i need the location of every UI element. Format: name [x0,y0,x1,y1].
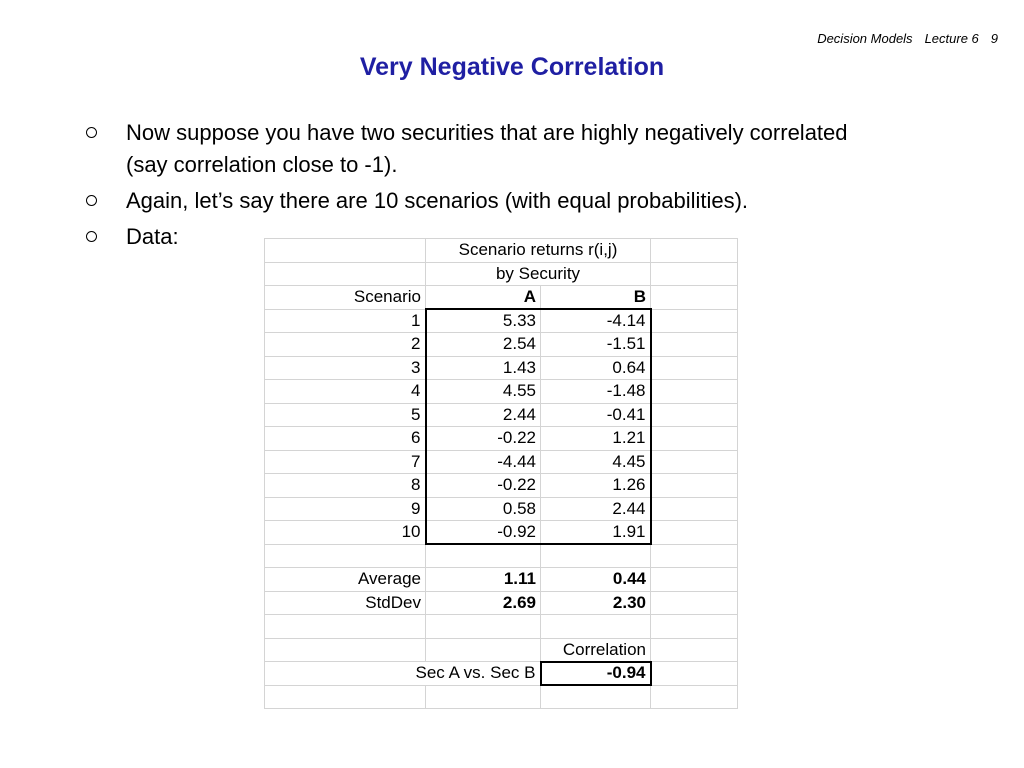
empty-cell [426,615,541,639]
empty-cell [651,638,738,662]
page-number: 9 [990,31,998,46]
empty-cell [541,615,651,639]
bullet-item [86,185,886,217]
stddev-label: StdDev [265,591,426,615]
bullet-circle-icon [86,127,97,138]
empty-cell [651,544,738,568]
empty-cell [651,685,738,709]
scenario-cell: 2 [265,333,426,357]
table-row [265,333,738,357]
return-a-cell: -0.22 [426,427,541,451]
correlation-row [265,662,738,686]
slide-header [817,31,998,46]
return-a-cell: -0.92 [426,521,541,545]
empty-cell [265,544,426,568]
empty-cell [651,356,738,380]
return-a-cell: 0.58 [426,497,541,521]
empty-cell [651,403,738,427]
scenario-column-header: Scenario [265,286,426,310]
return-b-cell: 2.44 [541,497,651,521]
return-a-cell: 2.54 [426,333,541,357]
empty-cell [651,286,738,310]
average-b-value: 0.44 [541,568,651,592]
return-a-cell: -0.22 [426,474,541,498]
blank-row [265,685,738,709]
scenario-cell: 10 [265,521,426,545]
scenario-cell: 5 [265,403,426,427]
return-b-cell: 1.91 [541,521,651,545]
empty-cell [651,239,738,263]
stddev-a-value: 2.69 [426,591,541,615]
return-a-cell: 4.55 [426,380,541,404]
return-a-cell: 2.44 [426,403,541,427]
return-b-cell: -1.51 [541,333,651,357]
empty-cell [651,450,738,474]
return-b-cell: -4.14 [541,309,651,333]
empty-cell [651,591,738,615]
stddev-row [265,591,738,615]
security-a-column-header: A [426,286,541,310]
average-row [265,568,738,592]
empty-cell [651,474,738,498]
bullet-text: Data: [126,224,179,249]
empty-cell [651,615,738,639]
empty-cell [265,638,426,662]
scenario-cell: 9 [265,497,426,521]
column-header-row [265,286,738,310]
table-row [265,309,738,333]
header-security-label: by Security [426,262,651,286]
empty-cell [265,685,426,709]
table-row [265,450,738,474]
scenario-cell: 1 [265,309,426,333]
blank-row [265,615,738,639]
correlation-header-row [265,638,738,662]
correlation-pair-label: Sec A vs. Sec B [265,662,541,686]
empty-cell [426,544,541,568]
average-a-value: 1.11 [426,568,541,592]
empty-cell [651,309,738,333]
return-a-cell: 1.43 [426,356,541,380]
empty-cell [651,380,738,404]
scenario-cell: 6 [265,427,426,451]
security-b-column-header: B [541,286,651,310]
return-b-cell: -0.41 [541,403,651,427]
empty-cell [651,521,738,545]
empty-cell [651,662,738,686]
scenario-cell: 4 [265,380,426,404]
lecture-number: Lecture 6 [924,31,979,46]
return-b-cell: -1.48 [541,380,651,404]
empty-cell [265,262,426,286]
bullet-text: Now suppose you have two securities that are highly negatively correlated (say correlation close to -1). [126,120,848,177]
correlation-value: -0.94 [541,662,651,686]
course-name: Decision Models [817,31,913,46]
slide-title: Very Negative Correlation [359,53,665,81]
average-label: Average [265,568,426,592]
empty-cell [651,262,738,286]
return-b-cell: 1.26 [541,474,651,498]
bullet-circle-icon [86,195,97,206]
data-spreadsheet [264,238,738,709]
empty-cell [651,497,738,521]
table-row [265,474,738,498]
stddev-b-value: 2.30 [541,591,651,615]
return-b-cell: 0.64 [541,356,651,380]
empty-cell [651,427,738,451]
table-row [265,497,738,521]
header-returns-label: Scenario returns r(i,j) [426,239,651,263]
return-a-cell: -4.44 [426,450,541,474]
header-row-2 [265,262,738,286]
empty-cell [541,685,651,709]
scenario-cell: 3 [265,356,426,380]
scenario-cell: 7 [265,450,426,474]
empty-cell [651,568,738,592]
table-row [265,380,738,404]
blank-row [265,544,738,568]
correlation-label: Correlation [541,638,651,662]
scenario-cell: 8 [265,474,426,498]
bullet-item [86,117,886,181]
empty-cell [651,333,738,357]
table-row [265,427,738,451]
header-row-1 [265,239,738,263]
bullet-text: Again, let’s say there are 10 scenarios (with equal probabilities). [126,188,749,213]
empty-cell [541,544,651,568]
empty-cell [265,615,426,639]
bullet-circle-icon [86,231,97,242]
table-row [265,521,738,545]
table-row [265,356,738,380]
return-b-cell: 4.45 [541,450,651,474]
empty-cell [426,685,541,709]
empty-cell [426,638,541,662]
return-a-cell: 5.33 [426,309,541,333]
return-b-cell: 1.21 [541,427,651,451]
bullet-list [86,117,886,257]
empty-cell [265,239,426,263]
table-row [265,403,738,427]
